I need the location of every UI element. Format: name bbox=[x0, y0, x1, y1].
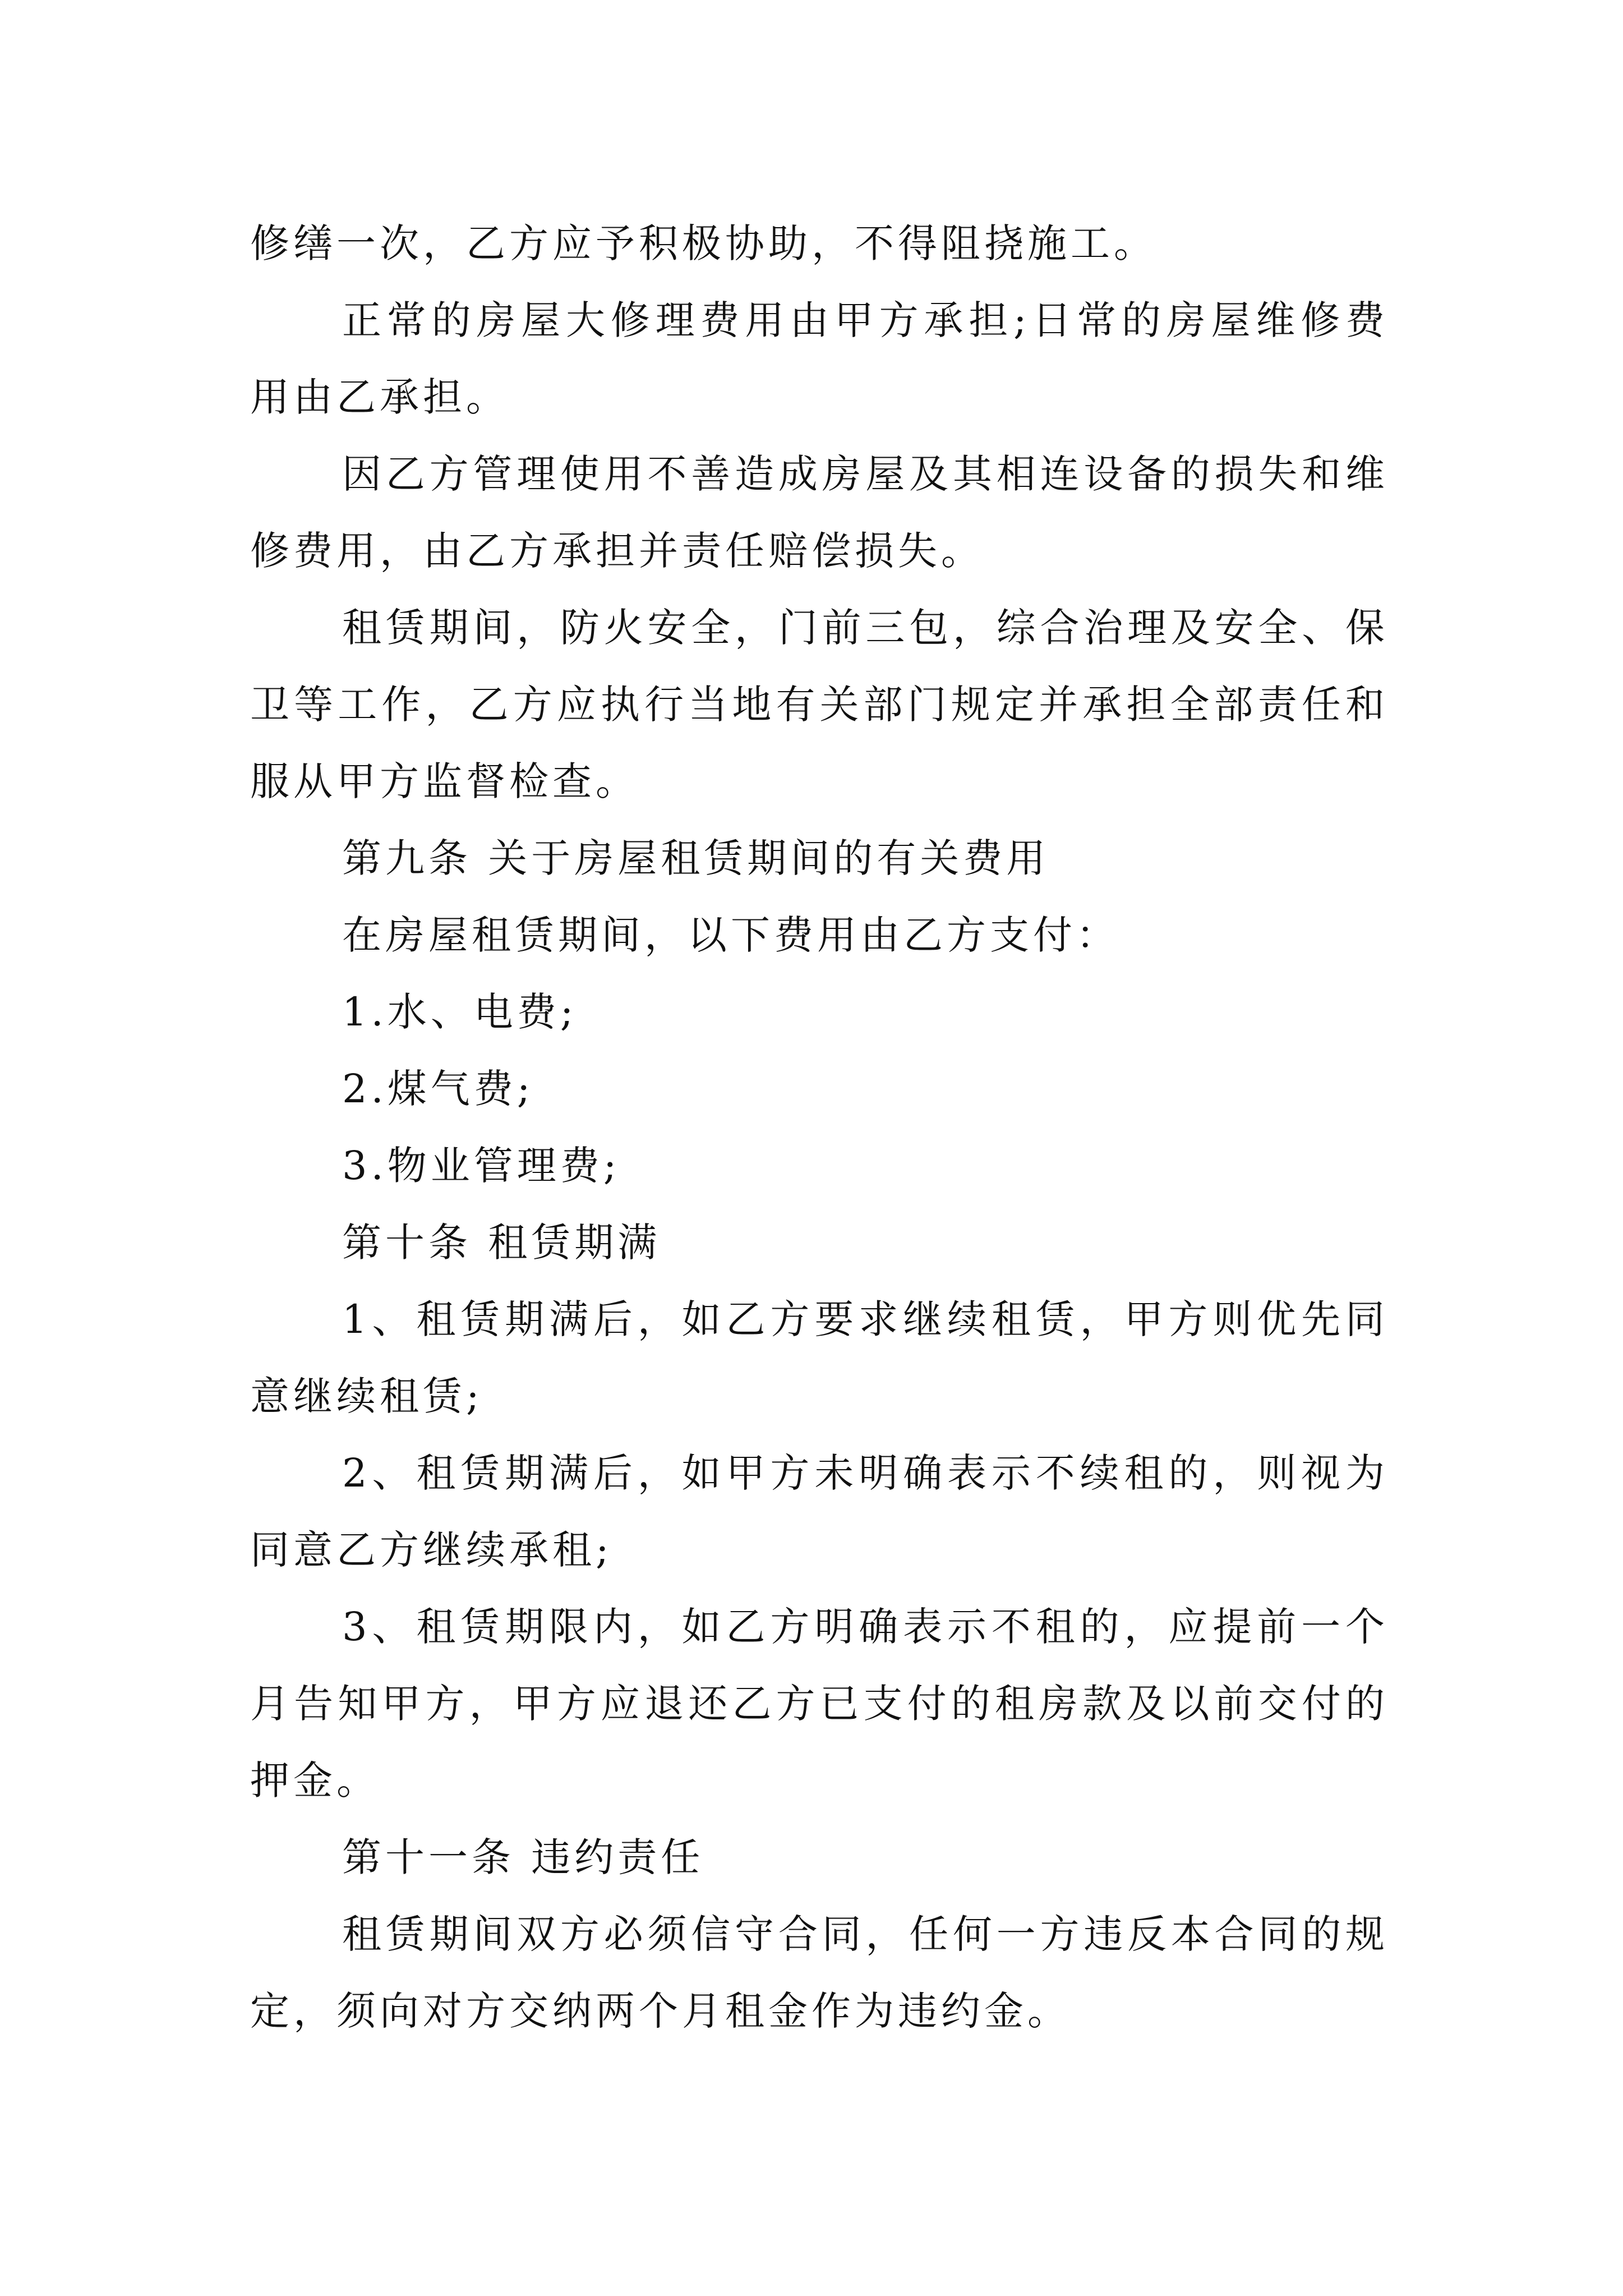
paragraph-auto-renewal: 2、租赁期满后，如甲方未明确表示不续租的，则视为同意乙方继续承租; bbox=[250, 1450, 1389, 1573]
document-body bbox=[250, 205, 1389, 2050]
paragraph-repair-cooperation: 修缮一次，乙方应予积极协助，不得阻挠施工。 bbox=[250, 220, 1157, 266]
article-10-heading: 第十条 租赁期满 bbox=[342, 1220, 661, 1266]
list-item-property-management: 3.物业管理费; bbox=[342, 1143, 621, 1189]
paragraph-fees-intro: 在房屋租赁期间，以下费用由乙方支付： bbox=[342, 912, 1119, 958]
paragraph-repair-costs: 正常的房屋大修理费用由甲方承担;日常的房屋维修费用由乙承担。 bbox=[250, 297, 1389, 420]
paragraph-breach-penalty: 租赁期间双方必须信守合同，任何一方违反本合同的规定，须向对方交纳两个月租金作为违约金。 bbox=[250, 1911, 1389, 2034]
list-item-gas: 2.煤气费; bbox=[342, 1066, 534, 1112]
paragraph-early-termination: 3、租赁期限内，如乙方明确表示不租的，应提前一个月告知甲方，甲方应退还乙方已支付的租房款及以前交付的押金。 bbox=[250, 1604, 1389, 1803]
article-9-heading: 第九条 关于房屋租赁期间的有关费用 bbox=[342, 835, 1050, 881]
paragraph-damage-liability: 因乙方管理使用不善造成房屋及其相连设备的损失和维修费用，由乙方承担并责任赔偿损失。 bbox=[250, 451, 1389, 574]
paragraph-safety-duties: 租赁期间，防火安全，门前三包，综合治理及安全、保卫等工作，乙方应执行当地有关部门规定并承担全部责任和服从甲方监督检查。 bbox=[250, 605, 1389, 804]
article-11-heading: 第十一条 违约责任 bbox=[342, 1834, 704, 1880]
list-item-water-electricity: 1.水、电费; bbox=[342, 989, 578, 1035]
paragraph-renewal-priority: 1、租赁期满后，如乙方要求继续租赁，甲方则优先同意继续租赁; bbox=[250, 1296, 1389, 1419]
